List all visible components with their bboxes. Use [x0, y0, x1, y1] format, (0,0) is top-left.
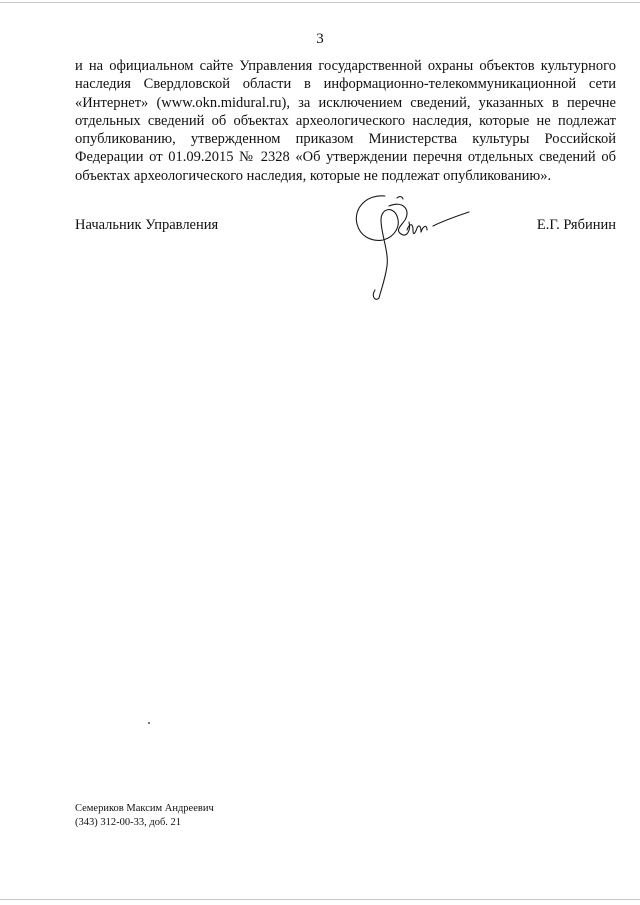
signer-name: Е.Г. Рябинин: [536, 217, 616, 233]
signer-position-title: Начальник Управления: [75, 217, 219, 233]
stray-dot: [148, 722, 150, 724]
page-number: 3: [316, 31, 324, 47]
executor-name: Семериков Максим Андреевич: [75, 803, 214, 814]
signature-block: [75, 216, 616, 316]
handwritten-signature: [345, 190, 475, 305]
executor-phone: (343) 312-00-33, доб. 21: [75, 817, 182, 828]
top-edge-rule: [0, 2, 640, 3]
bottom-edge-rule: [0, 899, 640, 900]
body-paragraph: и на официальном сайте Управления государственной охраны объектов культурного наследия Свердловской области в информационно-телекоммуникационной сети «Интернет» (www.okn.midural.ru), за исключением сведений, указанных в перечне отдельных сведений об объектах археологического наследия, которые не подлежат опубликованию, утвержденном приказом Министерства культуры Российской Федерации от 01.09.2015 № 2328 «Об утверждении перечня отдельных сведений об объектах археологического наследия, которые не подлежат опубликованию».: [75, 58, 616, 184]
contact-block: [75, 802, 214, 830]
